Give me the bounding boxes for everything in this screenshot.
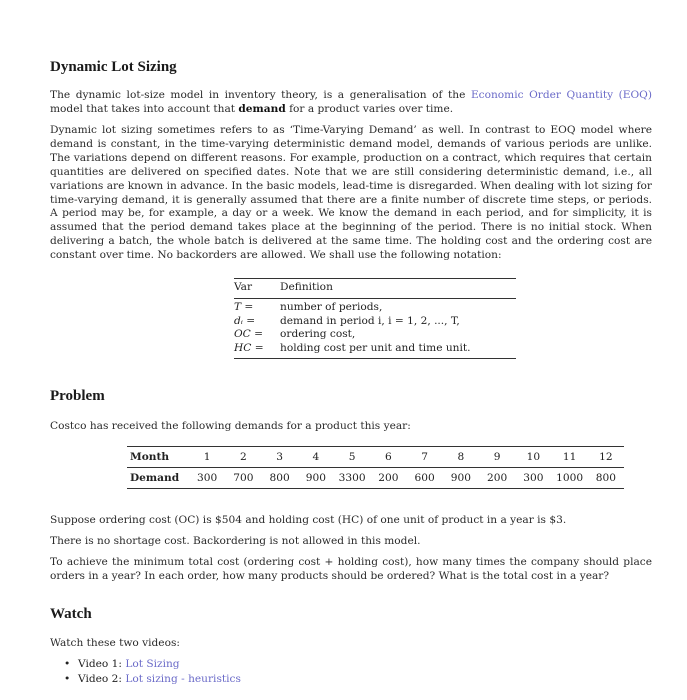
time-varying-demand-paragraph: Dynamic lot sizing sometimes refers to as ‘Time-Varying Demand’ as well. In contrast to EOQ model where demand is constant, in the time-varying deterministic demand model, demands of various periods are unlike. The variations depend on different reasons. For example, production on a contract, which requires that certain quantities are delivered on specified dates. Note that we are still considering deterministic demand, i.e., all variations are known in advance. In the basic models, lead-time is disregarded. When dealing with lot sizing for time-varying demand, it is generally assumed that there are a finite number of discrete time steps, or periods. A period may be, for example, a day or a week. We know the demand in each period, and for simplicity, it is assumed that the period demand takes place at the beginning of the period. There is no initial stock. When delivering a batch, the whole batch is delivered at the same time. The holding cost and the ordering cost are constant over time. No backorders are allowed. We shall use the following notation: (50, 124, 652, 262)
demand-row (127, 468, 624, 488)
month-row-label: Month (130, 451, 170, 463)
demand-cell: 3300 (338, 472, 366, 484)
shortage-text: There is no shortage cost. Backordering is not allowed in this model. (50, 535, 421, 547)
section-title-problem: Problem (50, 388, 105, 404)
demand-cell: 1000 (556, 472, 584, 484)
intro-text-2: model that takes into account that (50, 102, 239, 115)
video-link-lot-sizing[interactable]: Lot Sizing (125, 658, 180, 670)
month-cell: 7 (421, 451, 428, 463)
problem-intro: Costco has received the following demands for a product this year: (50, 420, 411, 432)
notation-definition: ordering cost, (280, 328, 356, 341)
month-cell: 11 (562, 451, 577, 463)
demand-cell: 200 (487, 472, 508, 484)
section-title-watch: Watch (50, 606, 92, 622)
intro-bold-demand: demand (238, 102, 286, 115)
notation-row (234, 328, 516, 342)
demand-cell: 900 (305, 472, 326, 484)
notation-header-row (234, 279, 516, 299)
notation-var: T = (234, 300, 254, 313)
month-cell: 10 (526, 451, 541, 463)
month-cell: 5 (348, 451, 356, 463)
demand-cell: 600 (414, 472, 435, 484)
notation-row (234, 315, 516, 329)
demand-cell: 900 (450, 472, 471, 484)
video-list (50, 657, 241, 687)
demand-cell: 300 (523, 472, 544, 484)
month-cell: 12 (599, 451, 613, 463)
demand-cell: 300 (197, 472, 218, 484)
cost-text: Suppose ordering cost (OC) is $504 and holding cost (HC) of one unit of product in a year is $3. (50, 514, 567, 526)
notation-header-var: Var (234, 281, 253, 293)
notation-header-definition: Definition (280, 281, 333, 293)
video-prefix: Video 2: (78, 673, 126, 685)
notation-var: dᵢ = (234, 314, 256, 327)
notation-var: HC = (234, 342, 264, 355)
section-title-dynamic-lot-sizing: Dynamic Lot Sizing (50, 59, 177, 75)
notation-table (234, 278, 516, 359)
notation-definition: demand in period i, i = 1, 2, ..., T, (280, 314, 460, 327)
intro-paragraph (50, 89, 652, 117)
demand-cell: 800 (595, 472, 616, 484)
month-row (127, 447, 624, 468)
month-cell: 3 (276, 451, 283, 463)
demand-cell: 800 (269, 472, 290, 484)
month-cell: 2 (240, 451, 247, 463)
month-cell: 8 (457, 451, 465, 463)
demand-cell: 700 (233, 472, 254, 484)
demand-table (127, 446, 624, 489)
notation-definition: holding cost per unit and time unit. (280, 342, 471, 355)
month-cell: 6 (385, 451, 392, 463)
watch-intro: Watch these two videos: (50, 637, 180, 649)
demand-row-label: Demand (130, 472, 180, 484)
month-cell: 9 (493, 451, 501, 463)
video-prefix: Video 1: (78, 658, 126, 670)
notation-row (234, 342, 516, 356)
month-cell: 4 (312, 451, 320, 463)
intro-text-1: The dynamic lot-size model in inventory theory, is a generalisation of the (50, 89, 471, 101)
notation-var: OC = (234, 328, 264, 341)
video-list-item (50, 672, 241, 687)
eoq-link[interactable]: Economic Order Quantity (EOQ) (470, 89, 653, 101)
question-text: To achieve the minimum total cost (ordering cost + holding cost), how many times the company should place orders in a year? In each order, how many products should be ordered? What is the total cost in a year? (50, 556, 652, 582)
notation-row (234, 301, 516, 315)
video-link-lot-sizing-heuristics[interactable]: Lot sizing - heuristics (125, 673, 241, 685)
notation-definition: number of periods, (280, 300, 383, 313)
month-cell: 1 (203, 451, 211, 463)
intro-text-3: for a product varies over time. (285, 102, 454, 115)
demand-cell: 200 (378, 472, 399, 484)
video-list-item (50, 657, 241, 672)
notation-body (234, 299, 516, 358)
